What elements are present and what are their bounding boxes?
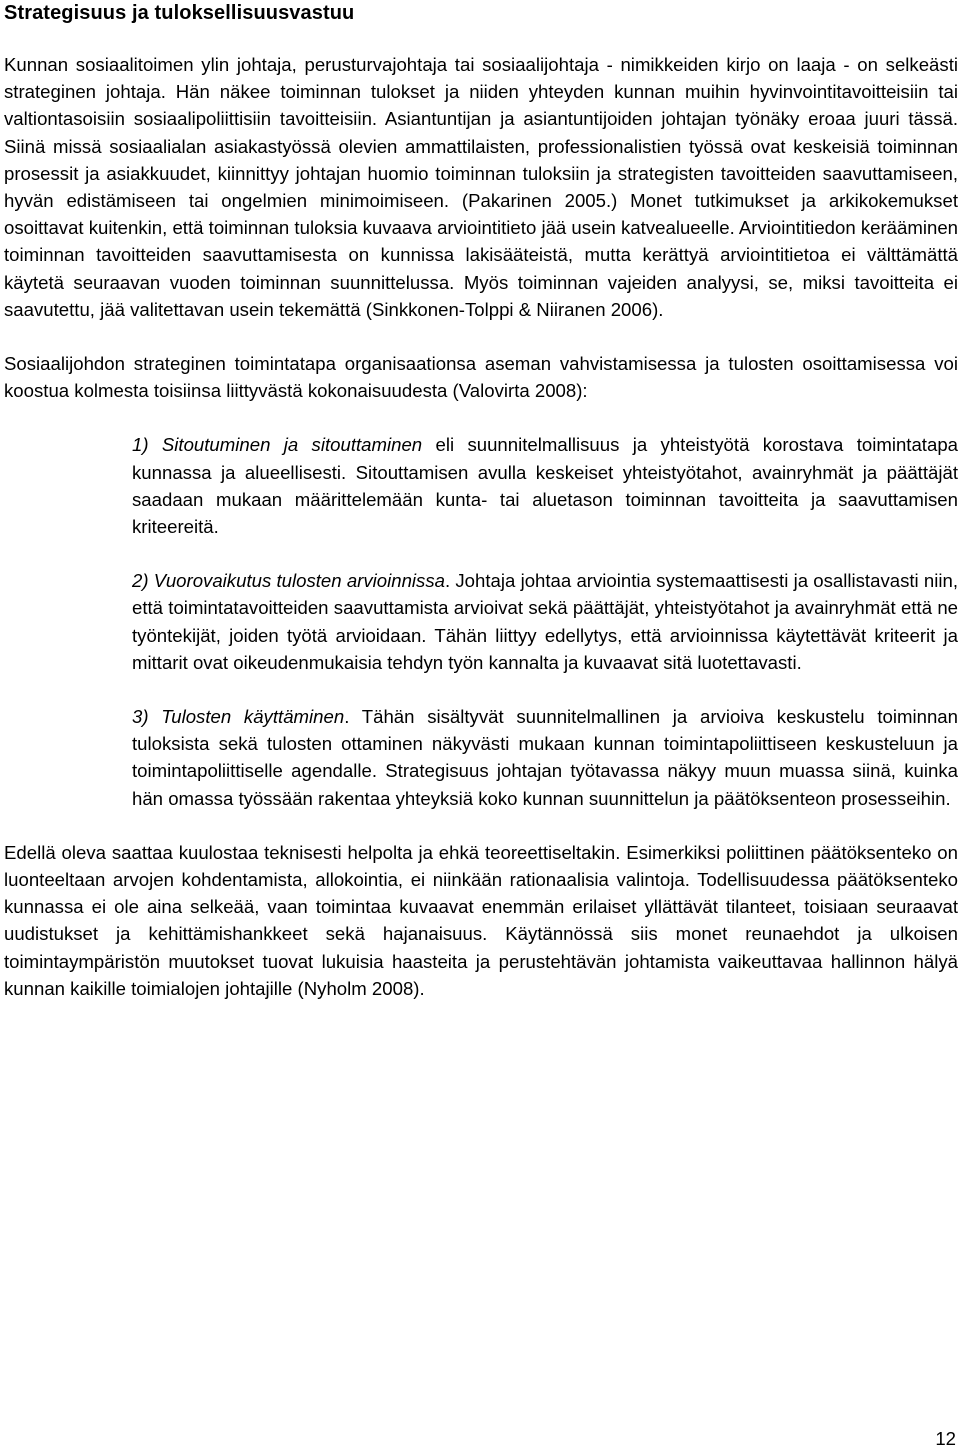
list-item-title: 1) Sitoutuminen ja sitouttaminen [132,434,423,456]
numbered-list [132,431,958,811]
list-item-text: . Johtaja johtaa arviointia systemaattisesti ja osallistavasti niin, että toimintatavoitteiden saavuttamista arvioivat sekä päättäjät, yhteistyötahot ja avainryhmät että ne työntekijät, joiden työtä arvioidaan. Tähän liittyy edellytys, että arvioinnissa käytettävät kriteerit ja mittarit ovat oikeudenmukaisia tehdyn työn kannalta ja kuvaavat sitä luotettavasti. [132,570,959,673]
list-item-text: eli suunnitelmallisuus ja yhteistyötä korostava toimintatapa kunnassa ja alueellisesti. Sitouttamisen avulla keskeiset yhteistyötahot, avainryhmät ja päättäjät saadaan mukaan määrittelemään kunta- tai aluetason toiminnan tavoitteita ja saavuttamisen kriteereitä. [132,434,958,538]
document-page [4,0,958,1002]
list-item [132,703,958,812]
list-item-title: 2) Vuorovaikutus tulosten arvioinnissa [132,570,445,592]
section-heading: Strategisuus ja tuloksellisuusvastuu [4,2,355,24]
page-number: 12 [935,1428,956,1449]
paragraph-strategic-leader: Kunnan sosiaalitoimen ylin johtaja, perusturvajohtaja tai sosiaalijohtaja - nimikkeiden kirjo on laaja - on selkeästi strateginen johtaja. Hän näkee toiminnan tulokset ja niiden yhteyden kunnan muihin hyvinvointitavoitteisiin tai valtiontasoisiin sosiaalipoliittisiin tavoitteisiin. Asiantuntijan ja asiantuntijoiden johtajan työnäky eroaa juuri tässä. Siinä missä sosiaalialan asiakastyössä olevien ammattilaisten, professionalistien työssä ovat keskeisiä toiminnan prosessit ja asiakkuudet, kiinnittyy johtajan huomio toiminnan tuloksiin ja strategisten tavoitteiden saavuttamiseen, hyvän edistämiseen tai ongelmien minimoimiseen. (Pakarinen 2005.) Monet tutkimukset ja arkikokemukset osoittavat kuitenkin, että toiminnan tuloksia kuvaava arviointitieto jää usein katvealueelle. Arviointitiedon kerääminen toiminnan tavoitteiden saavuttamisesta on kunnissa lakisääteistä, mutta kerättyä arviointitietoa ei välttämättä käytetä seuraavan vuoden toiminnan suunnittelussa. Myös toiminnan vajeiden analyysi, se, miksi tavoitteita ei saavutettu, jää valitettavan usein tekemättä (Sinkkonen-Tolppi & Niiranen 2006). [4,54,959,320]
paragraph-strategic-approach: Sosiaalijohdon strateginen toimintatapa organisaationsa aseman vahvistamisessa ja tulosten osoittamisessa voi koostua kolmesta toisiinsa liittyvästä kokonaisuudesta (Valovirta 2008): [4,353,958,402]
list-item [132,567,958,676]
paragraph-decision-making: Edellä oleva saattaa kuulostaa teknisesti helpolta ja ehkä teoreettiseltakin. Esimerkiksi poliittinen päätöksenteko on luonteeltaan arvojen kohdentamista, allokointia, ei niinkään rationaalisia valintoja. Todellisuudessa päätöksenteko kunnassa ei ole aina selkeää, vaan toimintaa kuvaavat enemmän erilaiset yllättävät tilanteet, toisiaan seuraavat uudistukset ja kehittämishankkeet sekä hajanaisuus. Käytännössä siis monet reunaehdot ja ulkoisen toimintaympäristön muutokset tuovat lukuisia haasteita ja perustehtävän johtamista vaikeuttavaa hallinnon hälyä kunnan kaikille toimialojen johtajille (Nyholm 2008). [4,841,958,999]
list-item-text: . Tähän sisältyvät suunnitelmallinen ja arvioiva keskustelu toiminnan tuloksista sekä tulosten ottaminen näkyvästi mukaan kunnan toimintapoliittiseen keskusteluun ja toimintapoliittiselle agendalle. Strategisuus johtajan työtavassa näkyy muun muassa siinä, kuinka hän omassa työssään rakentaa yhteyksiä koko kunnan suunnittelun ja päätöksenteon prosesseihin. [132,706,958,809]
list-item-title: 3) Tulosten käyttäminen [132,706,345,728]
list-item [132,431,958,540]
